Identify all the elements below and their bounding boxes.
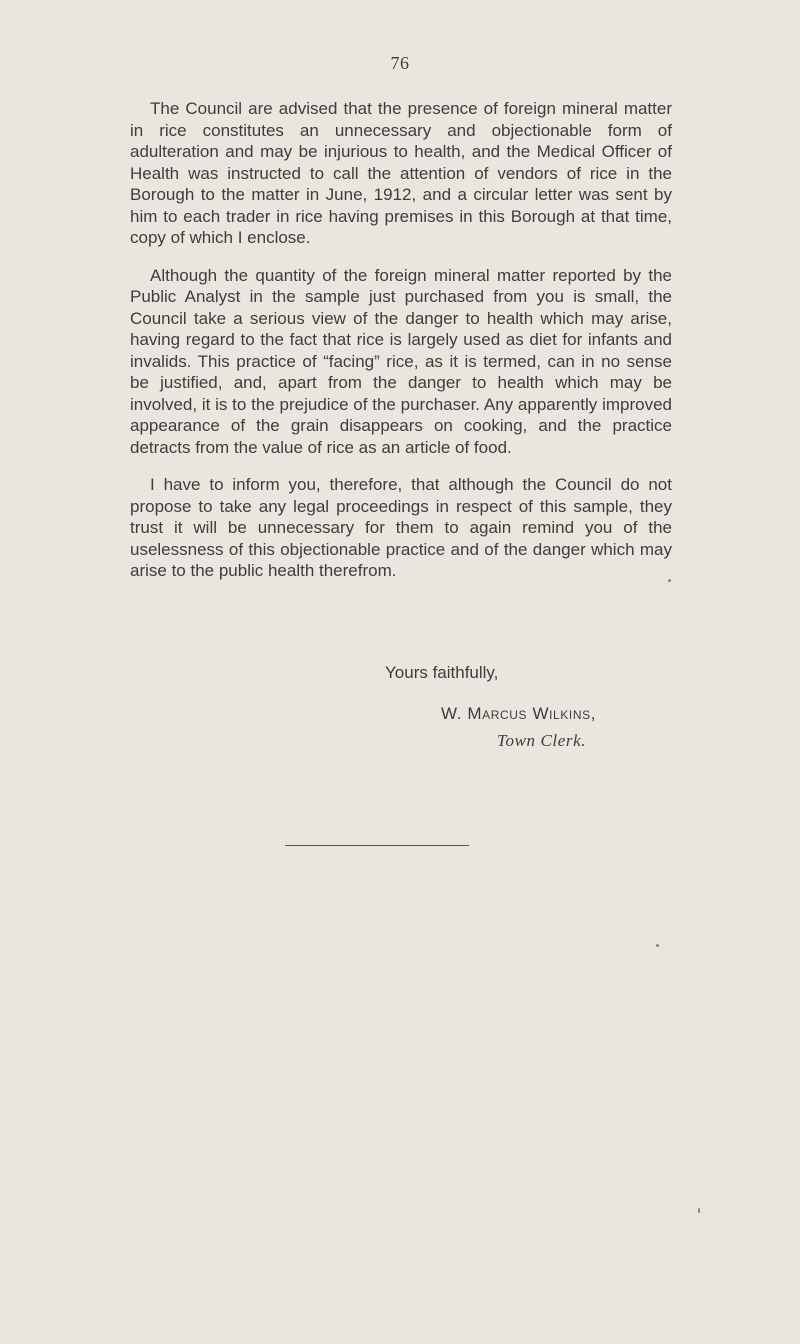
letter-body (130, 98, 672, 598)
paragraph-1: The Council are advised that the presence of foreign mineral matter in rice constitutes an unnecessary and objectionable form of adulteration and may be injurious to health, and the Medical Officer of Health was instructed to call the attention of vendors of rice in the Borough to the matter in June, 1912, and a circular letter was sent by him to each trader in rice having premises in this Borough at that time, copy of which I enclose. (130, 99, 672, 247)
paper-speck (668, 579, 671, 582)
page-number: 76 (390, 53, 410, 73)
signatory-name: Marcus Wilkins, (467, 704, 597, 723)
paper-speck (656, 944, 659, 947)
signatory (0, 704, 800, 724)
paper-speck (698, 1208, 700, 1213)
signatory-title: Town Clerk. (497, 731, 587, 750)
paragraph-2: Although the quantity of the foreign mineral matter reported by the Public Analyst in the sample just purchased from you is small, the Council take a serious view of the danger to health which may arise, having regard to the fact that rice is largely used as diet for infants and invalids. This practice of “facing” rice, as it is termed, can in no sense be justified, and, apart from the danger to health which may be involved, it is to the prejudice of the purchaser. Any apparently improved appearance of the grain disappears on cooking, and the practice detracts from the value of rice as an article of food. (130, 265, 672, 457)
paragraph-3: I have to inform you, therefore, that although the Council do not propose to take any legal proceedings in respect of this sample, they trust it will be unnecessary for them to again remind you of the uselessness of this objectionable practice and of the danger which may arise to the public health therefrom. (130, 475, 672, 580)
valediction: Yours faithfully, (385, 663, 499, 682)
signatory-initial: W. (441, 704, 463, 723)
end-divider (285, 845, 469, 846)
